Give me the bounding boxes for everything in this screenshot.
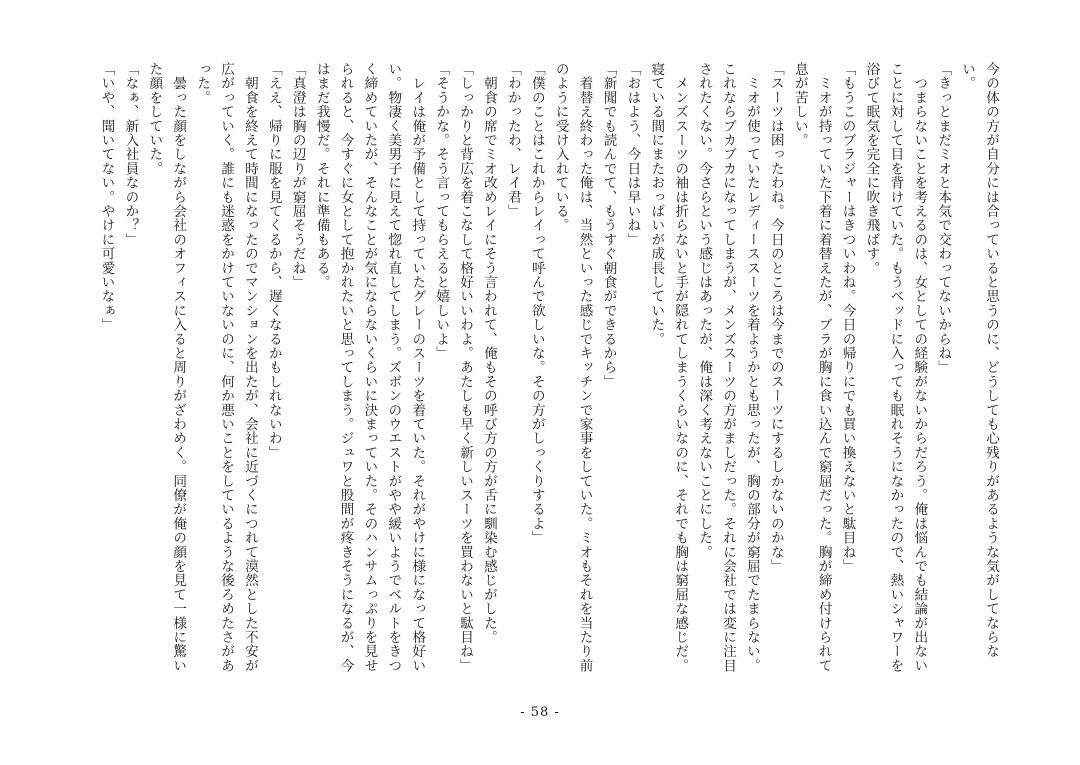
paragraph: つまらないことを考えるのは、女としての経験がないからだろう。俺は悩んでも結論が出ないことに対して目を背けていた。もうベッドに入っても眠れそうになかったので、熱いシャワーを浴びて眠気を完全に吹き飛ばす。 xyxy=(863,62,928,673)
paragraph: 「スーツは困ったわね。今日のところは今までのスーツにするしかないのかな」 xyxy=(767,62,784,574)
paragraph: 「そうかな。そう言ってもらえると嬉しいよ」 xyxy=(433,62,450,361)
paragraph: 今の体の方が自分には合っていると思うのに、どうしても心残りがあるような気がしてならない。 xyxy=(959,62,999,659)
paragraph: 「おはよう、今日は早いね」 xyxy=(624,62,641,247)
paragraph: 「僕のことはこれからレイって呼んで欲しいな。その方がしっくりするよ」 xyxy=(528,62,545,545)
paragraph: ミオが使っていたレディーススーツを着ようかとも思ったが、胸の部分が窮屈でたまらない。これならブカブカになってしまうが、メンズスーツの方がましだった。それに会社では変に注目されたくない。今さらという感じはあったが、俺は深く考えないことにした。 xyxy=(696,62,760,673)
paragraph: レイは俺が予備として持っていたグレーのスーツを着ていた。それがやけに様になって格好いい。物凄く美男子に見えて惚れ直してしまう。ズボンのウエストがやや緩いようでベルトをきつく締めていたが、そんなことが気にならないくらいに決まっていた。そのハンサムっぷりを見せられると、今すぐに女として抱かれたいと思ってしまう。ジュワと股間が疼きそうになるが、今はまだ我慢だ。それに準備もある。 xyxy=(313,62,426,673)
vertical-text-body xyxy=(78,62,1002,682)
paragraph: メンズスーツの袖は折らないと手が隠れてしまうくらいなのに、それでも胸は窮屈な感じだ。寝ている間にまたおっぱいが成長していた。 xyxy=(648,62,689,673)
page-number: - 58 - xyxy=(520,705,560,720)
paragraph: 「真澄は胸の辺りが窮屈そうだね」 xyxy=(289,62,306,290)
paragraph: 着替え終わった俺は、当然といった感じでキッチンで家事をしていた。ミオもそれを当たり前のように受け入れている。 xyxy=(552,62,593,673)
paragraph: 「わかったわ、レイ君」 xyxy=(504,62,521,219)
paragraph: 「新聞でも読んでて、もうすぐ朝食ができるから」 xyxy=(600,62,617,389)
paragraph: 「いや、聞いてない。やけに可愛いなぁ」 xyxy=(98,62,115,332)
paragraph: 「きっとまだミオと本気で交わってないからね」 xyxy=(935,62,952,375)
paragraph: 「ええ、帰りに服を見てくるから、遅くなるかもしれないわ」 xyxy=(265,62,282,460)
paragraph: ミオが持っていた下着に着替えたが、ブラが胸に食い込んで窮屈だった。胸が締め付けられて息が苦しい。 xyxy=(791,62,832,673)
paragraph: 「なぁ、新入社員なのか？」 xyxy=(122,62,139,247)
paragraph: 朝食を終えて時間になったのでマンションを出たが、会社に近づくにつれて漠然とした不安が広がっていく。誰にも迷惑をかけていないのに、何か悪いことをしているような後ろめたさがあった。 xyxy=(194,62,258,673)
paragraph: 朝食の席でミオ改めレイにそう言われて、俺もその呼び方の方が舌に馴染む感じがした。 xyxy=(480,62,497,645)
paragraph: 曇った顔をしながら会社のオフィスに入ると周りがざわめく。同僚が俺の顔を見て一様に驚いた顔をしていた。 xyxy=(146,62,187,673)
paragraph: 「もうこのブラジャーはきついわね。今日の帰りにでも買い換えないと駄目ね」 xyxy=(839,62,856,574)
paragraph: 「しっかりと背広を着こなして格好いいわよ。あたしも早く新しいスーツを買わないと駄目ね」 xyxy=(457,62,474,673)
